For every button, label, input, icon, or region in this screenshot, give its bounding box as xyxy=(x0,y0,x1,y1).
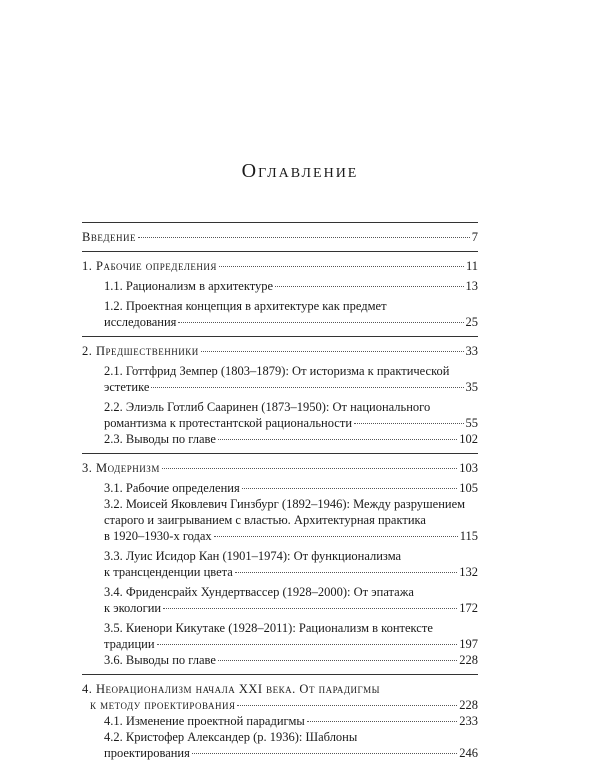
toc-entry-1-2-line1[interactable]: 1.2. Проектная концепция в архитектуре как предмет xyxy=(104,299,387,313)
toc-page-number: 35 xyxy=(465,380,478,394)
toc-entry-title: 1.1. Рационализм в архитектуре xyxy=(104,279,274,293)
leader-dots xyxy=(354,423,463,424)
toc-page-number: 228 xyxy=(459,698,478,712)
toc-page-number: 102 xyxy=(459,432,478,446)
toc-entry-chapter-4[interactable] xyxy=(90,697,478,713)
table-of-contents xyxy=(82,222,478,761)
toc-page-number: 132 xyxy=(459,565,478,579)
toc-entry-title: Введение xyxy=(82,230,136,244)
toc-entry-3-3-line1[interactable]: 3.3. Луис Исидор Кан (1901–1974): От функционализма xyxy=(104,549,402,563)
toc-entry-4-2[interactable] xyxy=(104,745,478,761)
leader-dots xyxy=(307,721,457,722)
leader-dots xyxy=(235,572,457,573)
toc-page-number: 105 xyxy=(459,481,478,495)
toc-entry-2-2-line1[interactable]: 2.2. Элиэль Готлиб Сааринен (1873–1950): От национального xyxy=(104,400,431,414)
leader-dots xyxy=(201,351,464,352)
toc-entry-4-2-line1[interactable]: 4.2. Кристофер Александер (р. 1936): Шаблоны xyxy=(104,730,358,744)
leader-dots xyxy=(138,237,470,238)
leader-dots xyxy=(163,608,457,609)
toc-entry-3-3[interactable] xyxy=(104,564,478,580)
toc-entry-3-2[interactable] xyxy=(104,528,478,544)
toc-entry-3-6[interactable] xyxy=(104,652,478,668)
toc-entry-chapter-1[interactable] xyxy=(82,258,478,274)
toc-page-number: 228 xyxy=(459,653,478,667)
leader-dots xyxy=(178,322,463,323)
leader-dots xyxy=(192,753,457,754)
toc-entry-title: в 1920–1930-х годах xyxy=(104,529,212,543)
toc-entry-title: к трансценденции цвета xyxy=(104,565,233,579)
toc-entry-title: эстетике xyxy=(104,380,150,394)
toc-entry-3-4-line1[interactable]: 3.4. Фриденсрайх Хундертвассер (1928–2000): От эпатажа xyxy=(104,585,414,599)
toc-entry-title: 4.1. Изменение проектной парадигмы xyxy=(104,714,305,728)
toc-page-number: 13 xyxy=(465,279,478,293)
leader-dots xyxy=(214,536,458,537)
toc-entry-title: проектирования xyxy=(104,746,190,760)
toc-entry-title: 2.3. Выводы по главе xyxy=(104,432,216,446)
leader-dots xyxy=(162,468,457,469)
toc-entry-2-1[interactable] xyxy=(104,379,478,395)
toc-page-number: 25 xyxy=(465,315,478,329)
toc-entry-title: традиции xyxy=(104,637,155,651)
toc-page-number: 115 xyxy=(459,529,478,543)
toc-page-number: 7 xyxy=(471,230,478,244)
toc-page-number: 33 xyxy=(465,344,478,358)
toc-page-number: 197 xyxy=(459,637,478,651)
leader-dots xyxy=(242,488,458,489)
toc-entry-3-2-line2[interactable]: старого и заигрыванием с властью. Архитектурная практика xyxy=(104,513,426,527)
toc-entry-chapter-4-line1[interactable]: 4. Неорационализм начала XXI века. От парадигмы xyxy=(82,682,380,696)
toc-entry-title: 3. Модернизм xyxy=(82,461,160,475)
toc-entry-3-2-line1[interactable]: 3.2. Моисей Яковлевич Гинзбург (1892–1946): Между разрушением xyxy=(104,497,466,511)
toc-entry-3-5-line1[interactable]: 3.5. Киенори Кикутаке (1928–2011): Рационализм в контексте xyxy=(104,621,433,635)
leader-dots xyxy=(219,266,464,267)
toc-entry-title: 3.1. Рабочие определения xyxy=(104,481,240,495)
toc-entry-intro[interactable] xyxy=(82,229,478,245)
leader-dots xyxy=(237,705,457,706)
toc-page-number: 172 xyxy=(459,601,478,615)
toc-page-number: 246 xyxy=(459,746,478,760)
page-title: Оглавление xyxy=(241,160,359,182)
leader-dots xyxy=(151,387,463,388)
toc-page-number: 55 xyxy=(465,416,478,430)
toc-entry-title: к экологии xyxy=(104,601,162,615)
toc-page-number: 233 xyxy=(459,714,478,728)
toc-entry-3-1[interactable] xyxy=(104,480,478,496)
toc-entry-chapter-2[interactable] xyxy=(82,343,478,359)
toc-page-number: 11 xyxy=(465,259,478,273)
toc-entry-2-3[interactable] xyxy=(104,431,478,447)
toc-entry-2-2[interactable] xyxy=(104,415,478,431)
toc-entry-1-2[interactable] xyxy=(104,314,478,330)
toc-entry-3-5[interactable] xyxy=(104,636,478,652)
leader-dots xyxy=(275,286,463,287)
toc-entry-title: исследования xyxy=(104,315,177,329)
leader-dots xyxy=(218,660,457,661)
toc-entry-4-1[interactable] xyxy=(104,713,478,729)
leader-dots xyxy=(218,439,457,440)
toc-entry-title: 3.6. Выводы по главе xyxy=(104,653,216,667)
leader-dots xyxy=(157,644,458,645)
toc-entry-title: романтизма к протестантской рациональности xyxy=(104,416,353,430)
toc-entry-title: 2. Предшественники xyxy=(82,344,199,358)
toc-entry-title: 1. Рабочие определения xyxy=(82,259,217,273)
toc-entry-chapter-3[interactable] xyxy=(82,460,478,476)
toc-entry-3-4[interactable] xyxy=(104,600,478,616)
toc-entry-2-1-line1[interactable]: 2.1. Готтфрид Земпер (1803–1879): От историзма к практической xyxy=(104,364,450,378)
toc-page-number: 103 xyxy=(459,461,478,475)
toc-entry-1-1[interactable] xyxy=(104,278,478,294)
toc-entry-title: к методу проектирования xyxy=(90,698,236,712)
